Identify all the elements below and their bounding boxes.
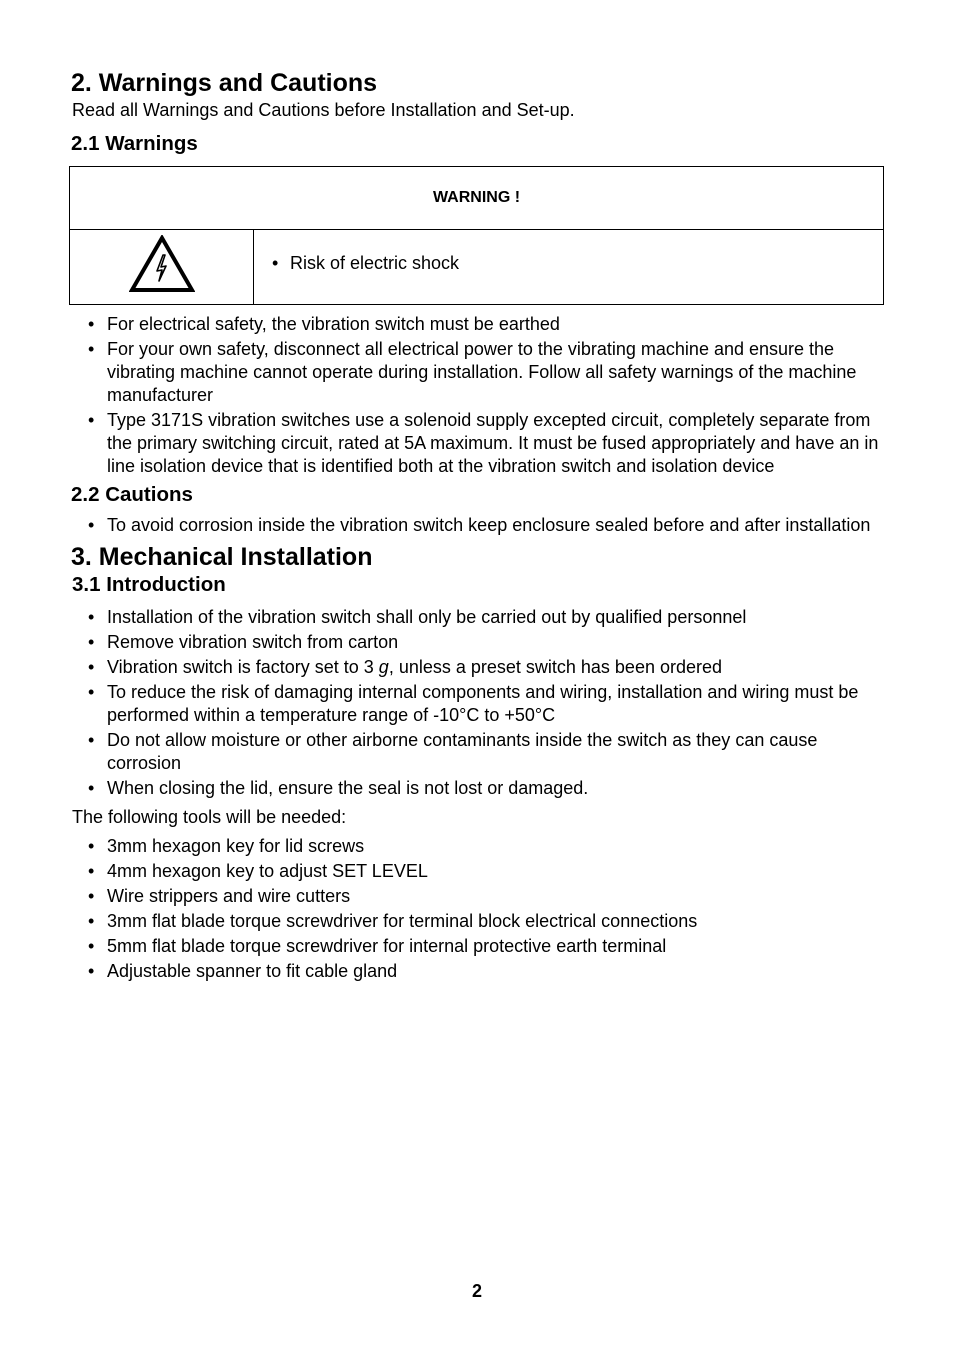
introduction-heading: 3.1 Introduction	[72, 573, 226, 596]
tools-list	[71, 835, 886, 983]
cautions-heading: 2.2 Cautions	[71, 483, 193, 506]
warning-box-list	[256, 252, 883, 275]
list-item: • Remove vibration switch from carton	[71, 631, 886, 654]
document-page	[71, 66, 886, 985]
list-item: • Installation of the vibration switch shall only be carried out by qualified personnel	[71, 606, 886, 629]
warnings-heading: 2.1 Warnings	[71, 132, 198, 155]
warning-text-cell	[254, 230, 883, 304]
page-number: 2	[471, 1281, 482, 1301]
list-item: • Adjustable spanner to fit cable gland	[71, 960, 886, 983]
list-item: • To avoid corrosion inside the vibration switch keep enclosure sealed before and after installation	[71, 514, 886, 537]
factory-setting-rest: , unless a preset switch has been ordered	[388, 657, 723, 677]
warning-box-row	[70, 230, 883, 304]
electric-shock-warning-icon	[129, 235, 195, 298]
factory-setting-text: Vibration switch is factory set to 3	[107, 657, 379, 677]
list-item: • 4mm hexagon key to adjust SET LEVEL	[71, 860, 886, 883]
list-item: • 3mm hexagon key for lid screws	[71, 835, 886, 858]
list-item: • 5mm flat blade torque screwdriver for internal protective earth terminal	[71, 935, 886, 958]
list-item: • 3mm flat blade torque screwdriver for terminal block electrical connections	[71, 910, 886, 933]
list-item: • Wire strippers and wire cutters	[71, 885, 886, 908]
list-item: • To reduce the risk of damaging internal components and wiring, installation and wiring must be performed within a temperature range of -10°C to +50°C	[71, 681, 886, 727]
warning-icon-cell	[70, 230, 254, 304]
section-2-intro: Read all Warnings and Cautions before Installation and Set-up.	[72, 100, 575, 120]
list-item: • Do not allow moisture or other airborne contaminants inside the switch as they can cause corrosion	[71, 729, 886, 775]
list-item: • When closing the lid, ensure the seal is not lost or damaged.	[71, 777, 886, 800]
warning-box	[69, 166, 884, 305]
factory-setting-unit: g	[378, 657, 389, 677]
cautions-list	[71, 514, 886, 537]
tools-intro: The following tools will be needed:	[72, 807, 347, 827]
list-item: • For your own safety, disconnect all electrical power to the vibrating machine and ensure the vibrating machine cannot operate during installation. Follow all safety warnings of the machine manufacturer	[71, 338, 886, 407]
section-2-heading: 2. Warnings and Cautions	[71, 69, 378, 97]
list-item: • For electrical safety, the vibration switch must be earthed	[71, 313, 886, 336]
list-item	[71, 656, 886, 679]
introduction-list	[71, 606, 886, 800]
warning-box-title: WARNING !	[70, 167, 883, 230]
warnings-list	[71, 313, 886, 478]
list-item: • Type 3171S vibration switches use a solenoid supply excepted circuit, completely separate from the primary switching circuit, rated at 5A maximum. It must be fused appropriately and have an in line isolation device that is identified both at the vibration switch and isolation device	[71, 409, 886, 478]
section-3-heading: 3. Mechanical Installation	[71, 543, 373, 571]
list-item: • Risk of electric shock	[256, 252, 883, 275]
